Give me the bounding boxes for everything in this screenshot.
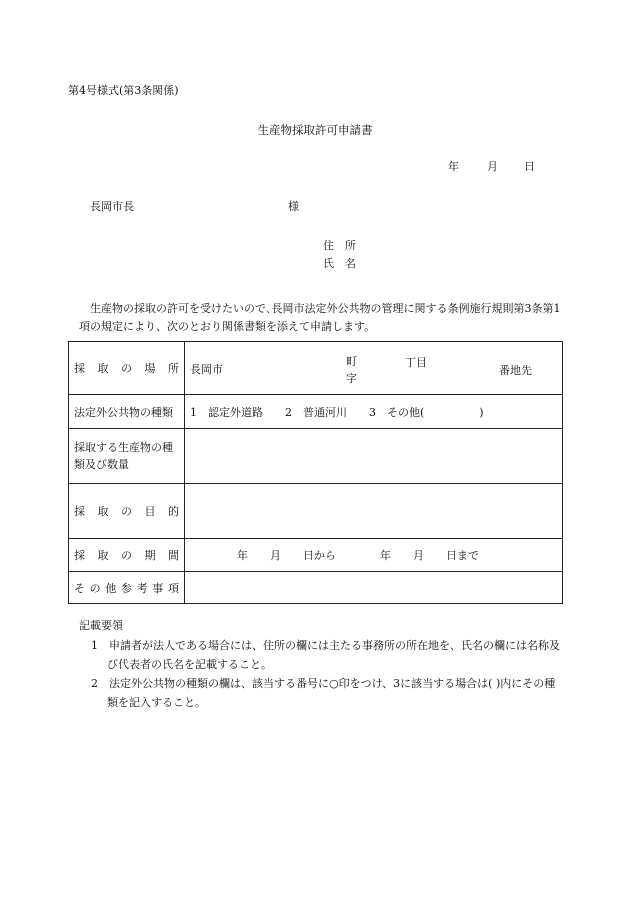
addressee: 長岡市長	[90, 200, 134, 213]
period-label: 採 取 の 期 間	[69, 539, 185, 572]
location-machi: 町	[346, 355, 357, 368]
other-value[interactable]	[185, 572, 563, 604]
location-value[interactable]	[185, 342, 563, 395]
form-number: 第4号様式(第3条関係)	[68, 84, 179, 97]
date-line	[448, 158, 535, 174]
applicant-block	[323, 237, 356, 273]
date-month: 月	[487, 160, 498, 173]
other-label: そ の 他 参 考 事 項	[69, 572, 185, 604]
row-product	[69, 429, 563, 484]
date-day: 日	[524, 160, 535, 173]
honorific: 様	[288, 200, 299, 213]
type-options[interactable]: 1 認定外道路 2 普通河川 3 その他( )	[185, 395, 563, 429]
document-title: 生産物採取許可申請書	[257, 123, 373, 137]
row-purpose	[69, 484, 563, 539]
note-item-2: 2 法定外公共物の種類の欄は、該当する番号に○印をつけ、3に該当する場合は( )内にその種類を記入すること。	[91, 677, 556, 709]
location-chome: 丁目	[405, 356, 427, 369]
product-value[interactable]	[185, 429, 563, 484]
row-period	[69, 539, 563, 572]
period-value[interactable]	[185, 539, 563, 572]
purpose-value[interactable]	[185, 484, 563, 539]
name-label: 氏 名	[323, 257, 356, 270]
notes-heading: 記載要領	[79, 619, 123, 632]
row-location	[69, 342, 563, 395]
location-aza: 字	[346, 372, 357, 385]
product-label: 採取する生産物の種類及び数量	[69, 429, 185, 484]
purpose-label: 採 取 の 目 的	[69, 484, 185, 539]
location-banchi: 番地先	[499, 364, 532, 377]
date-year: 年	[448, 160, 459, 173]
period-from: 年 月 日から	[237, 549, 336, 562]
note-item-1: 1 申請者が法人である場合には、住所の欄には主たる事務所の所在地を、氏名の欄には名称及び代表者の氏名を記載すること。	[91, 639, 560, 671]
period-to: 年 月 日まで	[380, 549, 479, 562]
address-label: 住 所	[323, 239, 356, 252]
row-other	[69, 572, 563, 604]
row-type	[69, 395, 563, 429]
location-city: 長岡市	[190, 363, 223, 376]
body-text: 生産物の採取の許可を受けたいので､長岡市法定外公共物の管理に関する条例施行規則第3条第1項の規定により、次のとおり関係書類を添えて申請します。	[79, 302, 561, 333]
type-label: 法定外公共物の種類	[69, 395, 185, 429]
location-label: 採 取 の 場 所	[69, 342, 185, 395]
application-table	[68, 341, 563, 604]
